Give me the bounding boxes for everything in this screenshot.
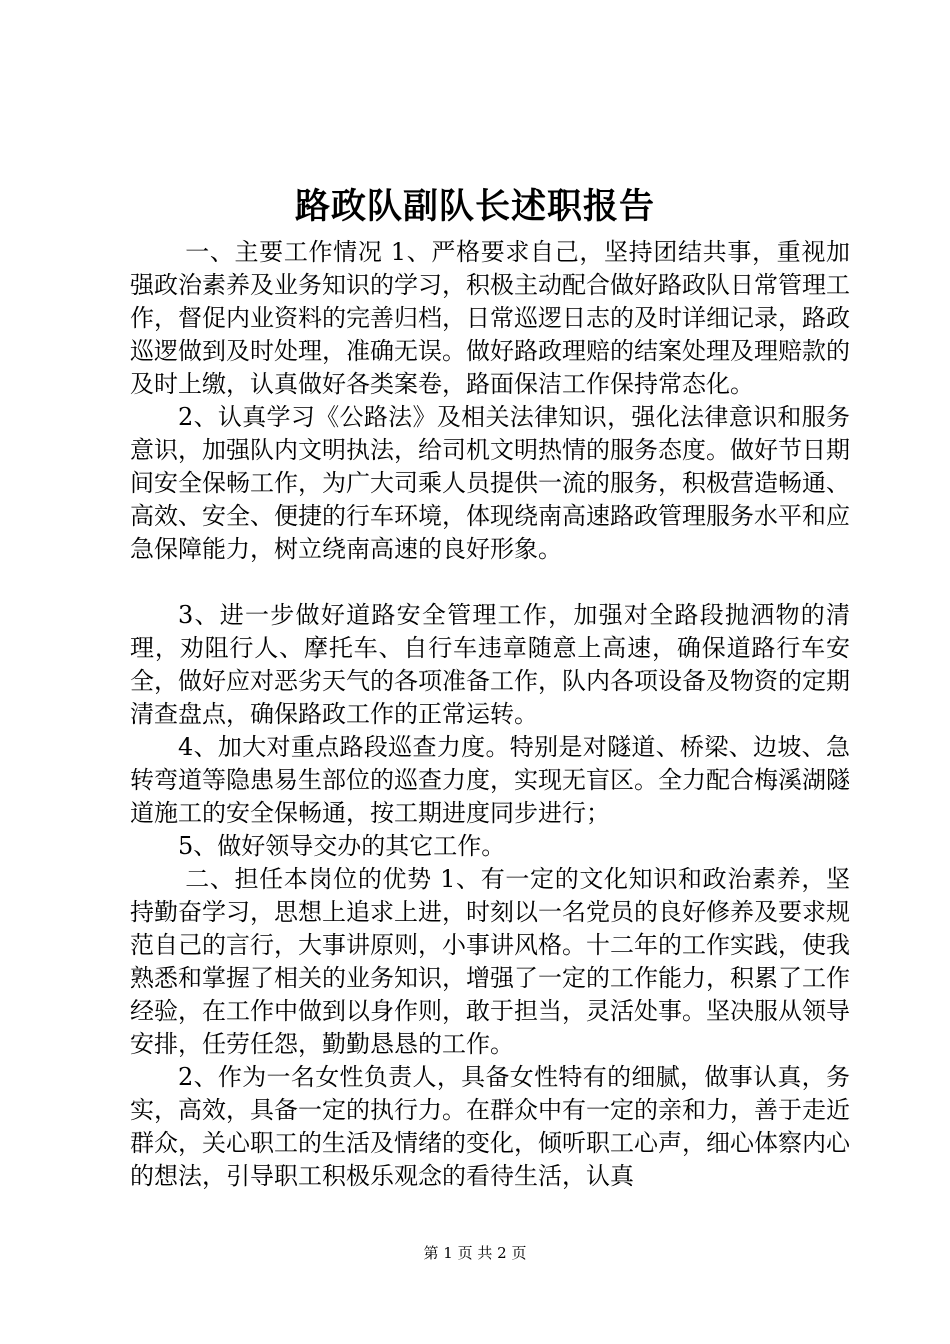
paragraph-main-work: 一、主要工作情况 1、严格要求自己，坚持团结共事，重视加强政治素养及业务知识的学习，积极主动配合做好路政队日常管理工作，督促内业资料的完善归档，日常巡逻日志的及时详细记录，路政巡逻做到及时处理，准确无误。做好路政理赔的结案处理及理赔款的及时上缴，认真做好各类案卷，路面保洁工作保持常态化。	[130, 238, 850, 398]
document-title: 路政队副队长述职报告	[294, 186, 655, 227]
paragraph-female-leader: 2、作为一名女性负责人，具备女性特有的细腻，做事认真，务实，高效，具备一定的执行力。在群众中有一定的亲和力，善于走近群众，关心职工的生活及情绪的变化，倾听职工心声，细心体察内心的想法，引导职工积极乐观念的看待生活，认真	[130, 1063, 850, 1190]
paragraph-road-safety: 3、进一步做好道路安全管理工作，加强对全路段抛洒物的清理，劝阻行人、摩托车、自行车违章随意上高速，确保道路行车安全，做好应对恶劣天气的各项准备工作，队内各项设备及物资的定期清查盘点，确保路政工作的正常运转。	[130, 601, 850, 728]
document-body	[130, 236, 850, 1193]
paragraph-other-tasks: 5、做好领导交办的其它工作。	[178, 832, 506, 860]
page-indicator: 第 1 页 共 2 页	[423, 1244, 527, 1262]
paragraph-law-study: 2、认真学习《公路法》及相关法律知识，强化法律意识和服务意识，加强队内文明执法，给司机文明热情的服务态度。做好节日期间安全保畅工作，为广大司乘人员提供一流的服务，积极营造畅通、高效、安全、便捷的行车环境，体现绕南高速路政管理服务水平和应急保障能力，树立绕南高速的良好形象。	[130, 403, 850, 563]
paragraph-advantages: 二、担任本岗位的优势 1、有一定的文化知识和政治素养，坚持勤奋学习，思想上追求上进，时刻以一名党员的良好修养及要求规范自己的言行，大事讲原则，小事讲风格。十二年的工作实践，使我熟悉和掌握了相关的业务知识，增强了一定的工作能力，积累了工作经验，在工作中做到以身作则，敢于担当，灵活处事。坚决服从领导安排，任劳任怨，勤勤恳恳的工作。	[130, 865, 850, 1058]
paragraph-key-sections: 4、加大对重点路段巡查力度。特别是对隧道、桥梁、边坡、急转弯道等隐患易生部位的巡查力度，实现无盲区。全力配合梅溪湖隧道施工的安全保畅通，按工期进度同步进行；	[130, 733, 850, 827]
